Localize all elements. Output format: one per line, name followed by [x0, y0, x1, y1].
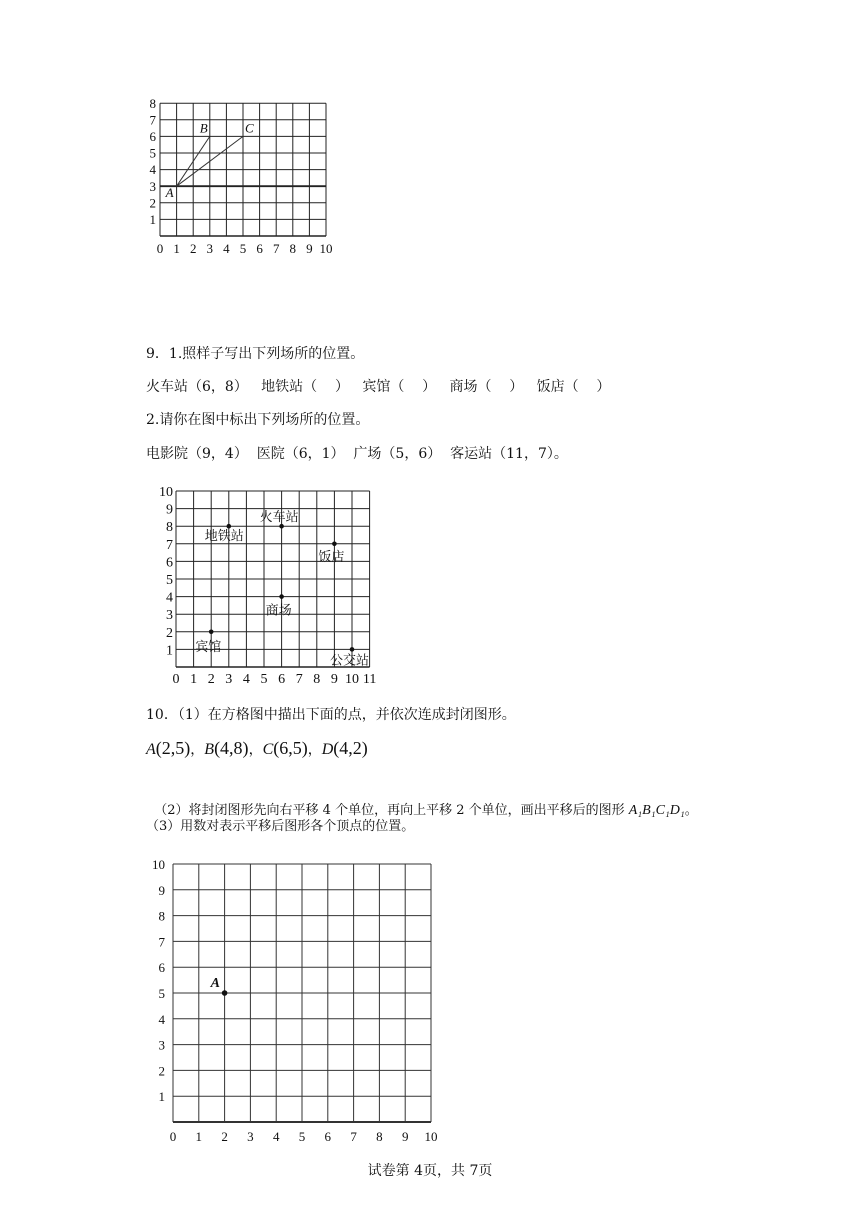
point-coord-B: B(4,8) — [204, 738, 249, 758]
y-tick-label: 4 — [149, 162, 156, 178]
y-tick-label: 7 — [149, 112, 156, 128]
y-tick-label: 3 — [149, 178, 156, 194]
point-coord-C: C(6,5) — [262, 738, 308, 758]
y-tick-label: 5 — [149, 145, 156, 161]
y-tick-label: 3 — [166, 608, 173, 624]
q9-line3: 2.请你在图中标出下列场所的位置。 — [146, 412, 370, 428]
x-tick-label: 6 — [278, 672, 286, 687]
place-label: 公交站 — [330, 652, 370, 668]
place-label: 火车站 — [259, 509, 299, 525]
place-label: 宾馆 — [195, 638, 222, 654]
q10-line3: （2）将封闭图形先向右平移 4 个单位，再向上平移 2 个单位，画出平移后的图形 A₁B₁C₁D₁。 — [154, 803, 698, 818]
y-tick-label: 7 — [158, 934, 165, 950]
x-tick-label: 1 — [173, 241, 180, 256]
y-tick-label: 9 — [158, 882, 165, 898]
point-coord-D: D(4,2) — [321, 738, 368, 758]
q10-line4: （3）用数对表示平移后图形各个顶点的位置。 — [146, 819, 415, 834]
y-tick-label: 2 — [158, 1063, 165, 1079]
y-tick-label: 2 — [166, 625, 173, 641]
point-A — [222, 990, 228, 996]
point-label-A: A — [165, 185, 174, 201]
y-tick-label: 1 — [149, 211, 156, 227]
page-footer: 试卷第 4页，共 7页 — [367, 1163, 493, 1179]
x-tick-label: 2 — [221, 1129, 228, 1144]
x-tick-label: 5 — [260, 672, 268, 687]
place-dot — [209, 630, 214, 635]
y-tick-label: 10 — [159, 485, 173, 500]
q9-line1: 9．1.照样子写出下列场所的位置。 — [146, 346, 365, 362]
x-tick-label: 8 — [313, 672, 321, 687]
x-tick-label: 1 — [195, 1129, 203, 1144]
x-tick-label: 6 — [256, 241, 263, 256]
y-tick-label: 6 — [158, 960, 165, 976]
x-tick-label: 8 — [376, 1129, 383, 1144]
point-label-C: C — [245, 120, 254, 136]
q10-line1: 10．（1）在方格图中描出下面的点，并依次连成封闭图形。 — [146, 707, 516, 723]
figure3-grid — [140, 854, 450, 1150]
x-tick-label: 3 — [206, 241, 214, 256]
y-tick-label: 4 — [166, 590, 173, 606]
x-tick-label: 2 — [207, 672, 215, 687]
y-tick-label: 3 — [158, 1037, 165, 1053]
q10-points-line: A(2,5)，B(4,8)，C(6,5)，D(4,2) — [146, 738, 368, 758]
y-tick-label: 9 — [166, 502, 173, 518]
x-tick-label: 9 — [401, 1129, 409, 1144]
x-tick-label: 2 — [189, 241, 197, 256]
x-tick-label: 4 — [272, 1129, 280, 1144]
x-tick-label: 10 — [424, 1129, 438, 1144]
figure1-grid — [140, 76, 340, 256]
x-tick-label: 9 — [330, 672, 338, 687]
y-tick-label: 8 — [149, 95, 156, 111]
place-label: 饭店 — [318, 548, 345, 564]
translated-figure-name: A₁B₁C₁D₁ — [628, 803, 685, 818]
x-tick-label: 10 — [345, 672, 359, 687]
figure2-map-grid — [150, 482, 390, 688]
x-tick-label: 1 — [190, 672, 198, 687]
x-tick-label: 10 — [319, 241, 333, 256]
point-coord-A: A(2,5) — [146, 738, 191, 758]
x-tick-label: 4 — [223, 241, 230, 256]
x-tick-label: 8 — [289, 241, 297, 256]
x-tick-label: 7 — [272, 241, 280, 256]
y-tick-label: 10 — [152, 857, 165, 872]
y-tick-label: 6 — [166, 555, 173, 571]
y-tick-label: 5 — [158, 986, 165, 1001]
x-tick-label: 4 — [242, 672, 250, 687]
x-tick-label: 5 — [239, 241, 247, 256]
place-dot — [279, 524, 284, 529]
x-tick-label: 5 — [298, 1129, 306, 1144]
y-tick-label: 2 — [149, 195, 156, 211]
x-tick-label: 0 — [172, 672, 180, 687]
point-label-B: B — [199, 120, 208, 136]
x-tick-label: 0 — [169, 1129, 177, 1144]
y-tick-label: 7 — [166, 537, 173, 553]
place-dot — [279, 594, 284, 599]
place-dot — [350, 647, 355, 652]
x-tick-label: 3 — [225, 672, 233, 687]
y-tick-label: 8 — [158, 908, 165, 924]
q9-line2: 火车站（6，8） 地铁站（ ） 宾馆（ ） 商场（ ） 饭店（ ） — [146, 379, 611, 395]
y-tick-label: 4 — [158, 1011, 165, 1027]
place-dot — [332, 542, 337, 547]
x-tick-label: 0 — [156, 241, 164, 256]
x-tick-label: 7 — [350, 1129, 357, 1144]
y-tick-label: 1 — [166, 643, 173, 659]
y-tick-label: 6 — [149, 128, 156, 144]
q9-line4: 电影院（9，4） 医院（6，1） 广场（5，6） 客运站（11，7）。 — [146, 446, 568, 462]
y-tick-label: 1 — [158, 1089, 165, 1105]
x-tick-label: 11 — [362, 672, 377, 687]
place-label: 地铁站 — [204, 528, 244, 544]
place-label: 商场 — [265, 602, 292, 618]
x-tick-label: 7 — [295, 672, 303, 687]
x-tick-label: 9 — [306, 241, 313, 256]
point-label-A: A — [210, 976, 220, 991]
y-tick-label: 8 — [166, 520, 173, 536]
x-tick-label: 6 — [324, 1129, 332, 1144]
x-tick-label: 3 — [247, 1129, 254, 1144]
y-tick-label: 5 — [166, 573, 173, 588]
